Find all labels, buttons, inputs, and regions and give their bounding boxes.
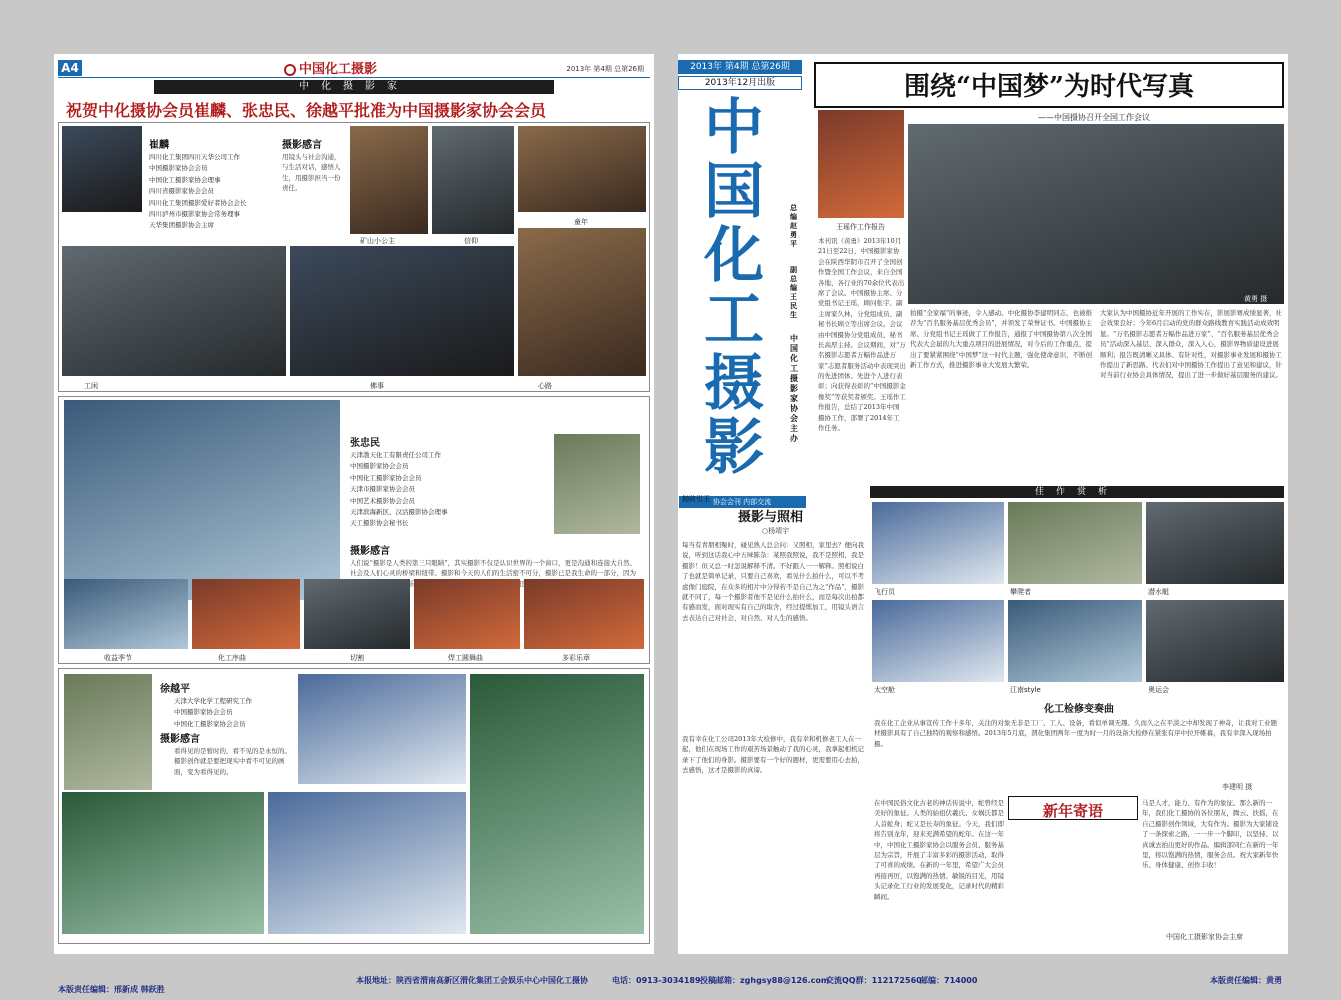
xu-titles: 天津大学化学工程研究工作 中国摄影家协会会员 中国化工摄影家协会会员 <box>174 697 252 728</box>
cui-name: 崔麟 <box>149 140 169 151</box>
tagline: 协会会刊 内部交流 <box>678 496 806 508</box>
photo-childhood <box>518 126 646 212</box>
newyear-title: 新年寄语 <box>1042 802 1103 820</box>
masthead-char-3: 化 <box>704 221 764 291</box>
footer-qq: 交流QQ群：112172560 <box>826 976 922 985</box>
main-subhead: ——中国摄协召开全国工作会议 <box>1038 113 1150 122</box>
page-number-badge: A4 <box>58 60 82 76</box>
left-logo: 中国化工摄影 <box>284 58 377 77</box>
deputy-editor: 副总编王民生 <box>790 266 797 319</box>
cui-gan-title: 摄影感言 <box>282 140 322 151</box>
photo-chem-prelude <box>192 579 300 649</box>
xu-name: 徐越平 <box>160 684 190 695</box>
top-rule <box>58 77 650 78</box>
xu-portrait <box>64 674 152 790</box>
caption-welder-waltz: 焊工圆舞曲 <box>448 654 483 662</box>
essay-title: 摄影与照相 <box>738 510 804 525</box>
zhang-gan-title: 摄影感言 <box>350 546 390 557</box>
xu-gan-text: 看得见的是暂时的，看不见的是永恒的。摄影创作就是要把现实中看不可见的画面，变为看得见的。 <box>174 747 291 776</box>
caption-faith: 信仰 <box>464 237 478 245</box>
main-headline: 围绕“中国梦”为时代写真 <box>904 72 1194 102</box>
article-col2: 拍摄“全家福”的事迹，令人感动。中化摄协李建明同志，也被推荐为“百名服务基层优秀会员”，并领发了荣誉证书。中国摄协主席、分党组书记王瑶做了工作报告，通报了中国摄协第八次全国代表大会届的九大重点项目的进展情况，对今后的工作重点，提出了要紧紧围绕“中国梦”这一时代主题，强化使命意识，不断创新工作方式，推进摄影事业大发展大繁荣。 <box>910 309 1093 369</box>
photo-conference <box>908 124 1284 304</box>
caption-gangnam: 江南style <box>1010 686 1041 694</box>
zhang-titles: 天津渤天化工有限责任公司工作 中国摄影家协会会员 中国化工摄影家协会会员 天津市摄影家协会会员 中国艺术摄影协会会员 天津滨海新区、汉沽摄影协会理事 天工摄影协会秘书长 <box>350 451 448 528</box>
newyear-sign: 中国化工摄影家协会主席 <box>1166 933 1243 941</box>
section-banner: 中化摄影家 <box>154 80 554 94</box>
lead-article: 本刊讯（黄勇）2013年10月21日至22日，中国摄影家协会在陕西华阴市召开了全国创作暨全国工作会议，来自全国各地、各行业的70余位代表出席了会议。中国摄协主席、分党组书记王瑶，顾问张宇、副主席家久林，分党组成员、副秘书长顾立等出席会议。会议由中国摄协分党组成员、秘书长高厚主持。会议期间，对“万名摄影志愿者万幅作品进万家”志愿者服务活动中表现突出的先进团体、先进个人进行表彰；向获得表彰的“中国摄影金像奖”等获奖者颁奖。王瑶作工作报告，总结了2013年中国摄协工作，部署了2014年工作任务。 <box>818 237 906 433</box>
essay-author: ○杨靖宇 <box>762 527 790 535</box>
essay-tag: 抛砖引玉 <box>682 495 710 503</box>
photo-faith <box>432 126 514 234</box>
caption-climber: 攀爬者 <box>1010 588 1031 596</box>
photo-soaring <box>64 400 340 600</box>
masthead-char-4: 工 <box>704 285 764 355</box>
photo-waterfall <box>470 674 644 934</box>
caption-cutting: 切割 <box>350 654 364 662</box>
photo-colorful <box>524 579 644 649</box>
footer-zip: 邮编：714000 <box>920 976 978 985</box>
left-headline: 祝贺中化摄协会员崔麟、张忠民、徐越平批准为中国摄影家协会会员 <box>66 101 547 120</box>
photo-buddha <box>290 246 514 376</box>
footer-email: 投稿邮箱：zghgsy88@126.com <box>700 976 830 985</box>
photo-credit: 黄勇 摄 <box>1244 295 1268 303</box>
essay-body-2: 我有幸在化工公司2013年大检修中，我有幸和机修老工人在一起，他们在现场工作的艰苦场景触动了我的心灵，我拿起相机记录下了他们的身影。摄影要有一个好的题材，更需要用心去拍，去感悟，这才是摄影的真谛。 <box>682 735 864 775</box>
newyear-text-right: 马是人才，能力、有作为的象征。那么新的一年，我们化工摄协的各位朋友，腾云、扶摇，在自己摄影创作领域，大有作为。摄影为大家铺设了一条探索之路，一一步一个脚印，以坚持、以真诚去拍出更好的作品。编辑部同仁在新的一年里，将以饱满的热情，服务会员。祝大家新年快乐、身体健康、创作丰收！ <box>1142 799 1279 870</box>
masthead-char-2: 国 <box>704 157 764 227</box>
masthead-char-5: 摄 <box>704 349 764 419</box>
cui-titles: 四川化工集团四川天华公司工作 中国摄影家协会会员 中国化工摄影家协会理事 四川省摄影家协会会员 四川化工集团摄影爱好者协会会长 四川泸州市摄影家协会常务理事 天华集团摄影协会主席 <box>149 153 247 230</box>
editor-in-chief: 总编赵勇平 <box>790 204 797 248</box>
left-issue-info: 2013年 第4期 总第26期 <box>566 65 644 73</box>
caption-submarine: 潜水艇 <box>1148 588 1169 596</box>
photo-mine-princess <box>350 126 428 234</box>
photo-pilot <box>872 502 1004 584</box>
caption-chem-prelude: 化工序曲 <box>218 654 246 662</box>
issue-badge: 2013年 第4期 总第26期 <box>678 60 802 74</box>
photo-cutting <box>304 579 410 649</box>
issue-date: 2013年12月出版 <box>678 76 802 90</box>
caption-heart-road: 心路 <box>538 382 552 390</box>
featured-credit: 李建明 摄 <box>1222 783 1253 791</box>
cui-gan-text: 用镜头与社会沟通，与生活对话，感悟人生，用摄影担当一份责任。 <box>282 153 341 193</box>
footer-phone: 电话：0913-3034189 <box>612 976 701 985</box>
masthead <box>684 93 784 483</box>
caption-pilot: 飞行员 <box>874 588 895 596</box>
photo-mountain-fortress <box>268 792 466 934</box>
photo-gangnam <box>1008 600 1142 682</box>
cui-portrait <box>62 126 142 212</box>
caption-break: 工闲 <box>84 382 98 390</box>
newyear-text-left: 在中国民俗文化古老的神话传说中，蛇曾经是美好的象征。人类的始祖伏羲氏、女娲氏都是人首蛇身；蛇又是长寿的象征。今天，我们即将告别龙年，迎来充满希望的蛇年。在这一年中，中国化工摄影家协会以服务会员、服务基层为宗旨，开展了丰富多彩的摄影活动，取得了可喜的成绩。在新的一年里，希望广大会员再接再厉，以饱满的热情、敏锐的目光，用镜头记录化工行业的发展变化，记录时代的精彩瞬间。 <box>874 799 1004 901</box>
footer-right-editor: 本版责任编辑：黄勇 <box>1210 976 1282 985</box>
featured-text: 我在化工企业从事宣传工作十多年，关注的对象无非是工厂、工人、设备，看似单调无趣。久而久之在平淡之中却发现了神奇，让我对工业题材摄影具有了自己独特的观察和感悟。2013年5月底，渭化集团两年一度为时一月的设备大检修在紧张有序中拉开帷幕，我有幸深入现场拍摄。 <box>874 719 1277 748</box>
zhang-portrait <box>554 434 640 534</box>
caption-colorful: 多彩乐章 <box>562 654 590 662</box>
featured-works-banner: 佳作赏析 <box>870 486 1284 498</box>
article-col3: 大家认为中国摄协近年开展的工作实在，影展影赛成绩显著，社会效果良好；今年6月启动的党的群众路线教育实践活动成效明显。“万名摄影志愿者万幅作品进万家”、“百名服务基层优秀会员”活动深入基层、深入群众，深入人心，摄影界物质建设进展顺利；报告既清晰又具体、有针对性，对摄影事业发展和摄协工作提出了新思路。代表们对中国摄协工作提出了意见和建议，针对当前行业协会具体情况，提出了进一步做好基层服务的建议。 <box>1100 309 1282 380</box>
sponsor: 中国化工摄影家协会主办 <box>790 334 798 443</box>
caption-olympics: 奥运会 <box>1148 686 1169 694</box>
essay-body: 每当有青朋相聚时，碰见熟人总会问：又照相，家里去？便向我说，听到这话我心中五味陈杂：某照我照说，我不是照相，我是摄影！但又总一时怎说解释不清。不好跟人一一解释。照相说白了也就是简单记录，只要自己喜欢，看见什么拍什么，可以不考虑像门庭院，在众多的相片中分得若不是自己为之“作品”，摄影就不同了，每一个摄影者他不是见什么拍什么，而是每次出拍都有感而发，面对现实有自己的取舍，经过提炼加工，用镜头语言去表达自己对社会、对自然、对人生的感悟。 <box>682 541 865 622</box>
photo-wangyao <box>818 110 904 218</box>
photo-harvest <box>64 579 188 649</box>
zhang-gan-text: 人们说“摄影是人类的第三只眼睛”，其实摄影不仅是认识世界的一个窗口，更是沟通和连接大自然、社会及人们心灵的桥梁和纽带。摄影和今天的人们的生活密不可分，摄影已是我生命的一部分，因为 快乐， 责任， <box>350 559 637 588</box>
photo-climber <box>1008 502 1142 584</box>
photo-break <box>62 246 286 376</box>
photo-submarine <box>1146 502 1284 584</box>
caption-childhood: 童年 <box>574 218 588 226</box>
footer-address: 本报地址：陕西省渭南高新区渭化集团工会娱乐中心中国化工摄协 <box>356 976 588 985</box>
right-page <box>678 54 1288 954</box>
xu-gan-title: 摄影感言 <box>160 734 200 745</box>
photo-snow-peak <box>298 674 466 784</box>
logo-icon <box>284 64 296 76</box>
left-footer-editor: 本版责任编辑：邢新成 韩跃胜 <box>58 985 165 994</box>
caption-buddha: 佛事 <box>370 382 384 390</box>
caption-space-capsule: 太空舱 <box>874 686 895 694</box>
caption-mine-princess: 矿山小公主 <box>360 237 395 245</box>
featured-subtitle: 化工检修变奏曲 <box>1044 704 1114 715</box>
masthead-char-1: 中 <box>704 93 764 163</box>
caption-harvest: 收益季节 <box>104 654 132 662</box>
caption-wangyao: 王瑶作工作报告 <box>836 223 885 231</box>
photo-space-capsule <box>872 600 1004 682</box>
zhang-name: 张忠民 <box>350 438 380 449</box>
photo-welder-waltz <box>414 579 520 649</box>
photo-olympics <box>1146 600 1284 682</box>
masthead-char-6: 影 <box>704 413 764 483</box>
photo-heart-road <box>518 228 646 376</box>
photo-mountain-meadow <box>62 792 264 934</box>
